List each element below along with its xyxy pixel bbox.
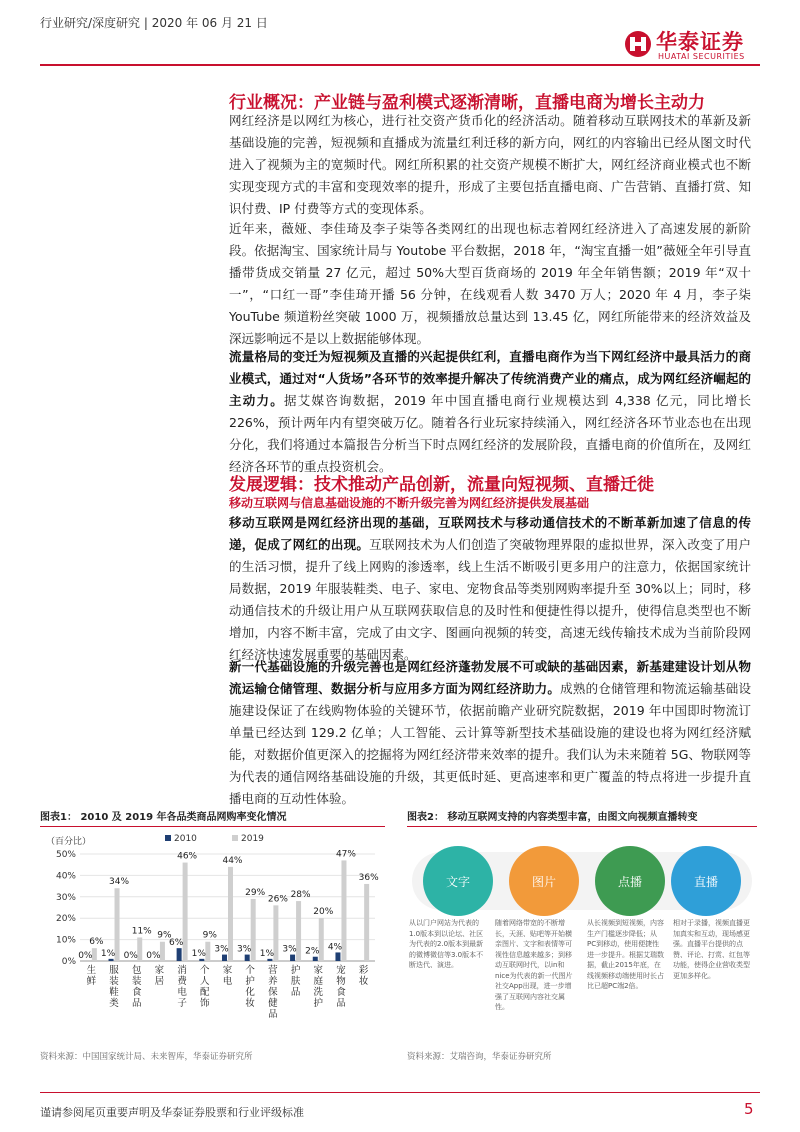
- header-line: [40, 14, 268, 31]
- bar-2010: [267, 959, 272, 961]
- bar-2019: [137, 937, 142, 961]
- data-label-2019: 26%: [267, 894, 288, 905]
- data-label-2019: 6%: [89, 937, 104, 948]
- x-tick-label: 个人配饰: [200, 965, 210, 1009]
- data-label-2019: 28%: [290, 890, 311, 901]
- data-label-2010: 3%: [282, 944, 297, 955]
- data-label-2010: 0%: [146, 951, 161, 961]
- figure1-source: 资料来源：中国国家统计局、未来智库，华泰证券研究所: [40, 1052, 253, 1062]
- paragraph-new-infrastructure-body: 成熟的仓储管理和物流运输基础设施建设保证了在线购物体验的关键环节，依据前瞻产业研究院数据，2019 年中国即时物流订单量已经达到 129.2 亿单；人工智能、云计算等新型技术基础设施的建设也将为网红经济赋能，对数据价值更深入的挖掘将为网红经济带来效率的提升。我们认为未来随着 5G、物联网等为代表的通信网络基础设施的升级，其更低时延、更高速率和更广覆盖的特点将进一步提升直播电商的互动性体验。: [229, 681, 751, 806]
- data-label-2010: 3%: [214, 944, 229, 955]
- data-label-2010: 1%: [259, 948, 275, 959]
- bar-2019: [273, 905, 278, 961]
- data-label-2019: 29%: [245, 887, 266, 898]
- stage-text-description: 从以门户网站为代表的1.0版本到以论坛、社区为代表的2.0版本到最新的微博微信等3.0版本不断迭代、演进。: [409, 919, 484, 969]
- logo-mark-icon: [624, 30, 652, 58]
- data-label-2010: 0%: [78, 951, 93, 961]
- x-tick-label: 生鲜: [86, 965, 97, 987]
- data-label-2010: 1%: [100, 948, 116, 959]
- y-tick-label: 30%: [55, 892, 76, 903]
- x-tick-label: 营养保健品: [268, 965, 278, 1020]
- data-label-2019: 9%: [202, 930, 217, 941]
- logo-english-name: HUATAI SECURITIES: [658, 52, 745, 61]
- legend-label-2010: 2010: [174, 834, 197, 844]
- stage-image-label: 图片: [531, 874, 556, 889]
- section-title-industry-overview: 行业概况：产业链与盈利模式逐渐清晰，直播电商为增长主动力: [229, 93, 705, 113]
- stage-image-circle: [509, 846, 579, 916]
- bar-2010: [290, 955, 295, 961]
- stage-vod-description: 从长视频到短视频，内容生产门槛逐步降低；从PC到移动，使用便捷性进一步提升。根据艾瑞数据，截止2015年底，在线视频移动端使用时长占比已超PC端2倍。: [587, 919, 664, 990]
- data-label-2010: 6%: [168, 938, 184, 949]
- stage-vod-circle: [595, 846, 665, 916]
- bar-2010: [222, 955, 227, 961]
- bar-2019: [341, 860, 346, 961]
- x-tick-label: 个护化妆: [245, 965, 255, 1009]
- legend-swatch-2010: [165, 835, 171, 841]
- bar-2019: [160, 942, 165, 961]
- figure2-source: 资料来源：艾瑞咨询，华泰证券研究所: [407, 1052, 552, 1062]
- data-label-2019: 34%: [109, 877, 130, 888]
- bar-2019: [183, 863, 188, 961]
- page-number: 5: [744, 1100, 754, 1118]
- y-tick-label: 0%: [61, 957, 76, 967]
- bar-2010: [245, 955, 250, 961]
- data-label-2019: 46%: [177, 851, 198, 862]
- y-tick-label: 40%: [55, 871, 76, 882]
- stage-text-label: 文字: [445, 874, 470, 889]
- bar-2010: [335, 952, 340, 961]
- bar-2019: [251, 899, 256, 961]
- figure1-rule: [40, 826, 385, 827]
- data-label-2019: 20%: [313, 907, 334, 918]
- paragraph-traffic-lead: 流量格局的变迁为短视频及直播的兴起提供红利，直播电商作为当下网红经济中最具活力的商业模式，通过对“人货场”各环节的效率提升解决了传统消费产业的痛点，成为网红经济崛起的主动力。: [229, 349, 751, 408]
- legend-label-2019: 2019: [241, 834, 264, 844]
- bar-2019: [115, 888, 120, 961]
- bar-2010: [199, 959, 204, 961]
- x-tick-label: 消费电子: [177, 965, 187, 1009]
- bar-2019: [319, 918, 324, 961]
- x-tick-label: 包装食品: [131, 965, 142, 1009]
- logo-chinese-name: 华泰证券: [656, 30, 744, 54]
- paragraph-influencers: 近年来，薇娅、李佳琦及李子柒等各类网红的出现也标志着网红经济进入了高速发展的新阶段。依据淘宝、国家统计局与 Youtobe 平台数据，2018 年，“淘宝直播一姐”薇娅全年引导直播带货成交销量 27 亿元，超过 50%大型百货商场的 2019 年全年销售额；2019 年“双十一”，“口红一哥”李佳琦开播 56 分钟，在线观看人数 3470 万人；2020 年 4 月，李子柒 YouTube 频道粉丝突破 1000 万，视频播放总量达到 13.45 亿，网红所能带来的经济效益及深远影响远不是以上数据能够体现。: [229, 221, 751, 346]
- y-tick-label: 50%: [55, 850, 76, 860]
- data-label-2010: 3%: [237, 944, 252, 955]
- x-tick-label: 护肤品: [290, 965, 301, 998]
- data-label-2010: 1%: [191, 948, 206, 959]
- x-tick-label: 家居: [154, 965, 165, 987]
- legend-swatch-2019: [232, 835, 238, 841]
- paragraph-traffic: [229, 346, 751, 478]
- header-separator: |: [143, 16, 152, 30]
- paragraph-new-infrastructure-lead: 新一代基础设施的升级完善也是网红经济蓬勃发展不可或缺的基础因素，新基建建设计划从物流运输仓储管理、数据分析与应用多方面为网红经济助力。: [229, 659, 751, 696]
- paragraph-new-infrastructure: [229, 656, 751, 810]
- bar-2019: [364, 884, 369, 961]
- paragraph-mobile-internet-body: 互联网技术为人们创造了突破物理界限的虚拟世界，深入改变了用户的生活习惯，提升了线上网购的渗透率，线上生活不断吸引更多用户的注意力，依据国家统计局数据，2019 年服装鞋类、电子、家电、宠物食品等类别网购率提升至 30%以上；同时，移动通信技术的升级让用户从互联网获取信息的及时性和便捷性得以提升，使得信息类型也不断增加，内容不断丰富，完成了由文字、图画向视频的转变，高速无线传输技术成为当前阶段网红经济快速发展重要的基础因素。: [229, 537, 751, 662]
- figure2-title: 图表2： 移动互联网支持的内容类型丰富，由图文向视频直播转变: [407, 812, 698, 823]
- bar-2010: [177, 948, 182, 961]
- bar-2019: [205, 942, 210, 961]
- content-evolution-diagram: [407, 832, 757, 1047]
- y-tick-label: 10%: [55, 935, 76, 946]
- x-tick-label: 服装鞋类: [109, 965, 119, 1009]
- footer-disclaimer: 谨请参阅尾页重要声明及华泰证券股票和行业评级标准: [40, 1106, 304, 1119]
- stage-live-label: 直播: [693, 874, 718, 889]
- stage-live-circle: [671, 846, 741, 916]
- section-subtitle-infrastructure: 移动互联网与信息基础设施的不断升级完善为网红经济提供发展基础: [229, 496, 590, 510]
- paragraph-mobile-internet-lead: 移动互联网是网红经济出现的基础，互联网技术与移动通信技术的不断革新加速了信息的传递，促成了网红的出现。: [229, 515, 751, 552]
- data-label-2019: 47%: [335, 849, 356, 860]
- breadcrumb: 行业研究/深度研究: [40, 16, 141, 30]
- paragraph-intro: 网红经济是以网红为核心，进行社交资产货币化的经济活动。随着移动互联网技术的革新及新基础设施的完善，短视频和直播成为流量红利迁移的新方向，网红的内容输出已经从图文时代进入了视频为主的宽频时代。网红所积累的社交资产规模不断扩大，网红经济商业模式也不断实现变现方式的丰富和变现效率的提升，形成了主要包括直播电商、广告营销、直播打赏、知识付费、IP 付费等方式的变现体系。: [229, 113, 751, 216]
- data-label-2019: 9%: [157, 930, 172, 941]
- stage-vod-label: 点播: [617, 874, 642, 889]
- stage-live-description: 相对于录播，视频直播更加真实和互动，现场感更强。直播平台提供的点赞、评论、打赏、红包等功能，使得企业营收类型更加多样化。: [673, 919, 750, 980]
- data-label-2019: 36%: [358, 872, 379, 883]
- bar-2019: [92, 948, 97, 961]
- header-divider: [40, 64, 760, 66]
- data-label-2019: 11%: [131, 926, 152, 937]
- bar-2010: [313, 957, 318, 961]
- x-tick-label: 彩妆: [358, 965, 369, 987]
- figure1-title: 图表1： 2010 及 2019 年各品类商品网购率变化情况: [40, 812, 287, 823]
- x-tick-label: 家电: [222, 965, 233, 987]
- report-date: 2020 年 06 月 21 日: [151, 16, 268, 30]
- paragraph-traffic-body: 据艾媒咨询数据，2019 年中国直播电商行业规模达到 4,338 亿元，同比增长 226%，预计两年内有望突破万亿。随着各行业玩家持续涌入，网红经济各环节业态也在出现分化，我们将通过本篇报告分析当下时点网红经济的发展阶段，直播电商的价值所在，及网红经济各环节的重点投资机会。: [229, 393, 751, 474]
- x-tick-label: 宠物食品: [336, 965, 346, 1009]
- paragraph-mobile-internet: [229, 512, 751, 666]
- bar-2019: [296, 901, 301, 961]
- y-axis-label: （百分比）: [46, 837, 92, 847]
- stage-image-description: 随着网络带宽的不断增长，天涯、贴吧等开始横亲图片、文字和表情等可视性信息越来越多；到移动互联网时代，以in和nice为代表的新一代图片社交App出现，进一步增强了互联网内容社交属性。: [495, 919, 573, 1011]
- bar-chart: [40, 832, 385, 1047]
- x-tick-label: 家庭洗护: [313, 965, 324, 1009]
- data-label-2010: 4%: [327, 942, 343, 953]
- stage-text-circle: [423, 846, 493, 916]
- data-label-2010: 2%: [305, 946, 320, 957]
- figure2-rule: [407, 826, 757, 827]
- data-label-2010: 0%: [123, 951, 138, 961]
- footer-divider: [40, 1092, 760, 1093]
- data-label-2019: 44%: [222, 855, 243, 866]
- bar-2019: [228, 867, 233, 961]
- bar-2010: [109, 959, 114, 961]
- section-title-development-logic: 发展逻辑：技术推动产品创新，流量向短视频、直播迁徙: [229, 475, 654, 495]
- y-tick-label: 20%: [55, 914, 76, 925]
